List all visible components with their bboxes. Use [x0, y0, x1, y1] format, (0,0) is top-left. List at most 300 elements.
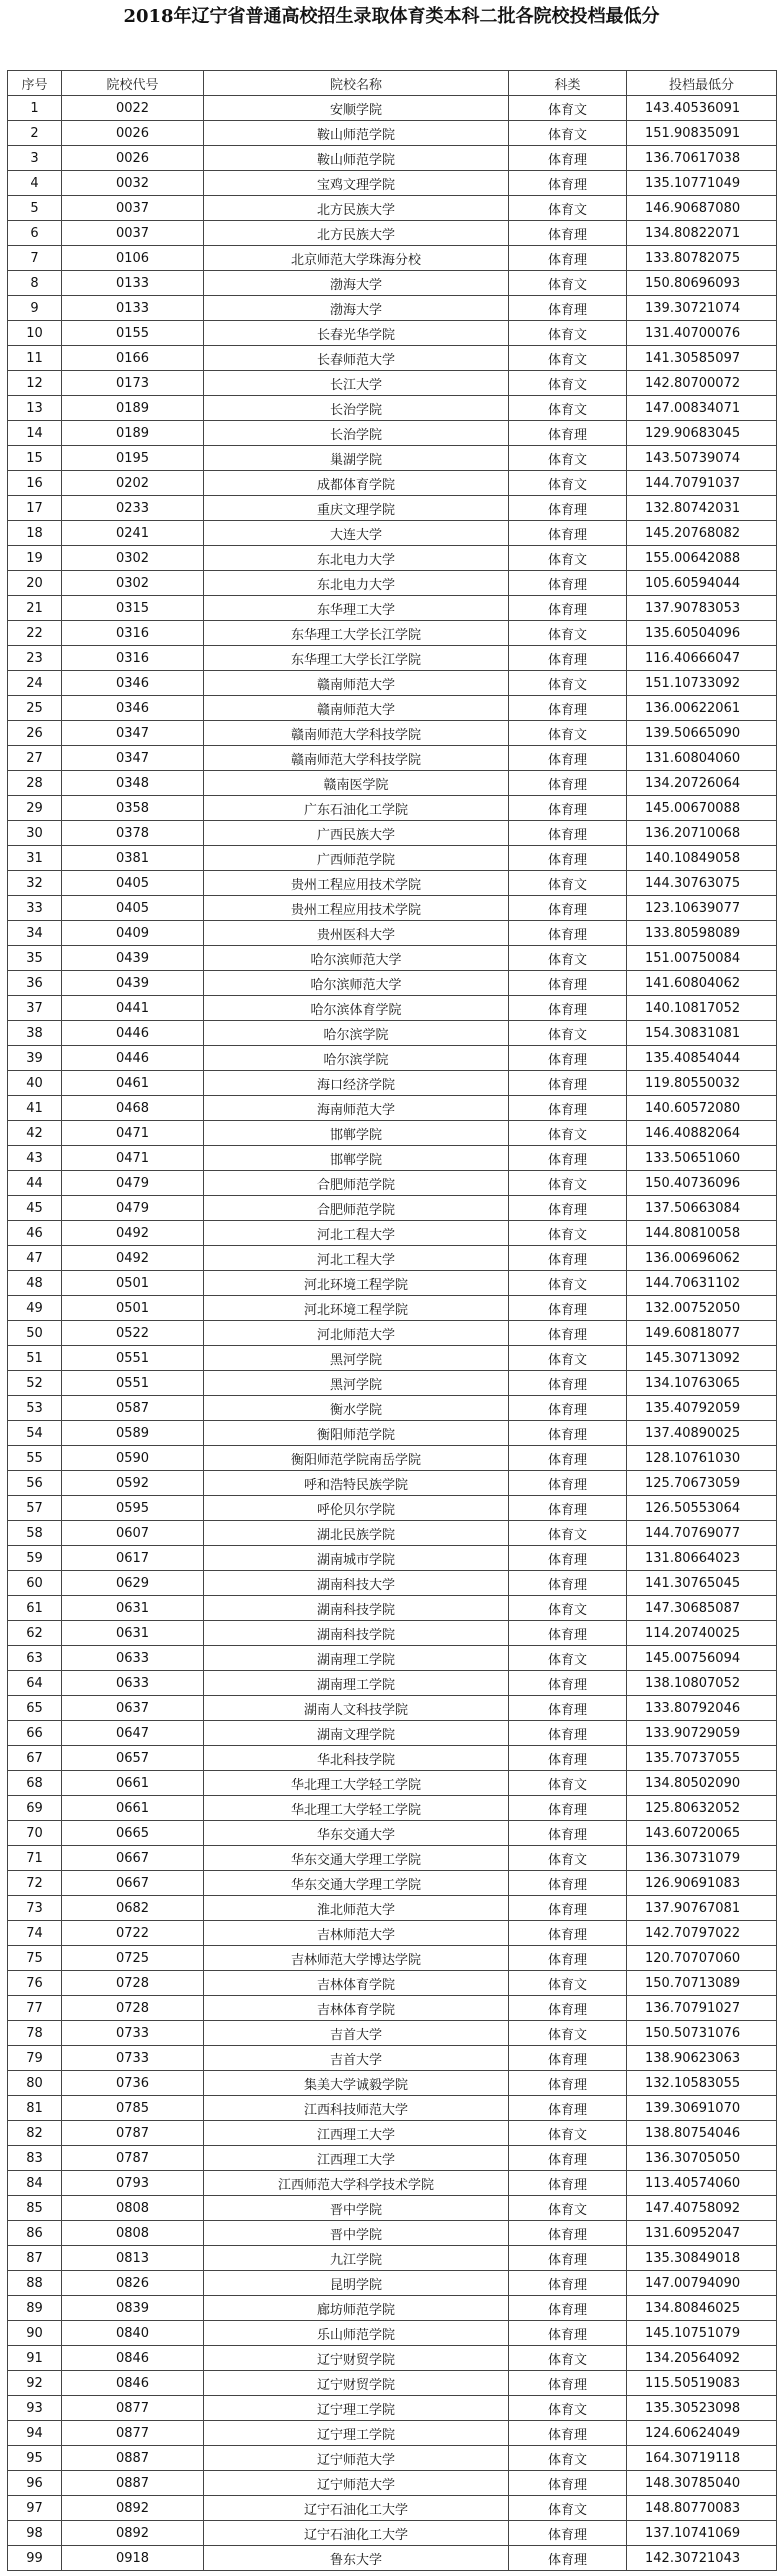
table-row — [8, 696, 777, 721]
subject-type: 体育文 — [509, 1596, 627, 1621]
min-score: 137.50663084 — [627, 1196, 777, 1221]
min-score: 133.80792046 — [627, 1696, 777, 1721]
min-score: 151.10733092 — [627, 671, 777, 696]
subject-type: 体育文 — [509, 621, 627, 646]
table-row — [8, 871, 777, 896]
school-code: 0381 — [62, 846, 204, 871]
school-name: 河北环境工程学院 — [204, 1271, 509, 1296]
school-code: 0647 — [62, 1721, 204, 1746]
school-code: 0133 — [62, 296, 204, 321]
subject-type: 体育理 — [509, 421, 627, 446]
subject-type: 体育文 — [509, 371, 627, 396]
subject-type: 体育理 — [509, 2271, 627, 2296]
school-code: 0189 — [62, 421, 204, 446]
row-no: 30 — [8, 821, 62, 846]
subject-type: 体育理 — [509, 1821, 627, 1846]
subject-type: 体育理 — [509, 1621, 627, 1646]
school-name: 广东石油化工学院 — [204, 796, 509, 821]
school-name: 辽宁石油化工大学 — [204, 2496, 509, 2521]
school-code: 0195 — [62, 446, 204, 471]
table-row — [8, 221, 777, 246]
table-row — [8, 1221, 777, 1246]
min-score: 150.50731076 — [627, 2021, 777, 2046]
school-name: 赣南师范大学 — [204, 696, 509, 721]
school-name: 辽宁师范大学 — [204, 2471, 509, 2496]
subject-type: 体育理 — [509, 1096, 627, 1121]
min-score: 148.80770083 — [627, 2496, 777, 2521]
row-no: 77 — [8, 1996, 62, 2021]
school-name: 鲁东大学 — [204, 2546, 509, 2571]
min-score: 115.50519083 — [627, 2371, 777, 2396]
school-code: 0728 — [62, 1996, 204, 2021]
school-code: 0346 — [62, 696, 204, 721]
min-score: 145.30713092 — [627, 1346, 777, 1371]
min-score: 114.20740025 — [627, 1621, 777, 1646]
school-name: 呼和浩特民族学院 — [204, 1471, 509, 1496]
school-code: 0617 — [62, 1546, 204, 1571]
table-row — [8, 1746, 777, 1771]
school-name: 长江大学 — [204, 371, 509, 396]
school-code: 0409 — [62, 921, 204, 946]
table-row — [8, 471, 777, 496]
subject-type: 体育理 — [509, 2546, 627, 2571]
school-name: 吉林师范大学博达学院 — [204, 1946, 509, 1971]
school-code: 0315 — [62, 596, 204, 621]
row-no: 1 — [8, 96, 62, 121]
school-code: 0358 — [62, 796, 204, 821]
school-name: 海南师范大学 — [204, 1096, 509, 1121]
table-row — [8, 1171, 777, 1196]
table-row — [8, 2321, 777, 2346]
subject-type: 体育理 — [509, 771, 627, 796]
min-score: 145.10751079 — [627, 2321, 777, 2346]
school-name: 辽宁财贸学院 — [204, 2346, 509, 2371]
subject-type: 体育理 — [509, 221, 627, 246]
table-row — [8, 1271, 777, 1296]
min-score: 138.90623063 — [627, 2046, 777, 2071]
school-name: 华北理工大学轻工学院 — [204, 1771, 509, 1796]
subject-type: 体育理 — [509, 1296, 627, 1321]
subject-type: 体育理 — [509, 571, 627, 596]
min-score: 151.90835091 — [627, 121, 777, 146]
table-row — [8, 1196, 777, 1221]
subject-type: 体育文 — [509, 396, 627, 421]
school-code: 0461 — [62, 1071, 204, 1096]
row-no: 38 — [8, 1021, 62, 1046]
table-row — [8, 2496, 777, 2521]
row-no: 54 — [8, 1421, 62, 1446]
row-no: 47 — [8, 1246, 62, 1271]
row-no: 48 — [8, 1271, 62, 1296]
row-no: 79 — [8, 2046, 62, 2071]
min-score: 129.90683045 — [627, 421, 777, 446]
school-code: 0733 — [62, 2021, 204, 2046]
table-row — [8, 571, 777, 596]
school-name: 东华理工大学 — [204, 596, 509, 621]
school-name: 赣南医学院 — [204, 771, 509, 796]
subject-type: 体育文 — [509, 1171, 627, 1196]
school-name: 东北电力大学 — [204, 571, 509, 596]
table-row — [8, 196, 777, 221]
table-row — [8, 271, 777, 296]
school-name: 东华理工大学长江学院 — [204, 621, 509, 646]
school-name: 黑河学院 — [204, 1346, 509, 1371]
subject-type: 体育理 — [509, 821, 627, 846]
min-score: 145.20768082 — [627, 521, 777, 546]
school-name: 晋中学院 — [204, 2221, 509, 2246]
subject-type: 体育理 — [509, 2521, 627, 2546]
school-name: 赣南师范大学科技学院 — [204, 746, 509, 771]
min-score: 143.40536091 — [627, 96, 777, 121]
table-row — [8, 2146, 777, 2171]
table-row — [8, 1396, 777, 1421]
table-row — [8, 1946, 777, 1971]
subject-type: 体育文 — [509, 2496, 627, 2521]
school-name: 巢湖学院 — [204, 446, 509, 471]
table-row — [8, 2096, 777, 2121]
table-row — [8, 246, 777, 271]
school-name: 北方民族大学 — [204, 196, 509, 221]
row-no: 50 — [8, 1321, 62, 1346]
row-no: 7 — [8, 246, 62, 271]
school-name: 呼伦贝尔学院 — [204, 1496, 509, 1521]
subject-type: 体育理 — [509, 2146, 627, 2171]
table-row — [8, 1346, 777, 1371]
row-no: 40 — [8, 1071, 62, 1096]
subject-type: 体育文 — [509, 2196, 627, 2221]
min-score: 126.90691083 — [627, 1871, 777, 1896]
school-code: 0736 — [62, 2071, 204, 2096]
row-no: 64 — [8, 1671, 62, 1696]
school-name: 华东交通大学理工学院 — [204, 1846, 509, 1871]
school-name: 湖南科技学院 — [204, 1621, 509, 1646]
school-code: 0501 — [62, 1296, 204, 1321]
row-no: 89 — [8, 2296, 62, 2321]
subject-type: 体育理 — [509, 2096, 627, 2121]
subject-type: 体育理 — [509, 1421, 627, 1446]
school-code: 0155 — [62, 321, 204, 346]
school-name: 湖南科技学院 — [204, 1596, 509, 1621]
table-row — [8, 1421, 777, 1446]
min-score: 150.70713089 — [627, 1971, 777, 1996]
min-score: 151.00750084 — [627, 946, 777, 971]
school-code: 0551 — [62, 1346, 204, 1371]
subject-type: 体育理 — [509, 2421, 627, 2446]
min-score: 143.60720065 — [627, 1821, 777, 1846]
header-score: 投档最低分 — [627, 71, 777, 96]
min-score: 131.80664023 — [627, 1546, 777, 1571]
row-no: 29 — [8, 796, 62, 821]
subject-type: 体育文 — [509, 1971, 627, 1996]
school-code: 0233 — [62, 496, 204, 521]
school-code: 0667 — [62, 1846, 204, 1871]
row-no: 82 — [8, 2121, 62, 2146]
min-score: 154.30831081 — [627, 1021, 777, 1046]
table-row — [8, 296, 777, 321]
subject-type: 体育理 — [509, 2046, 627, 2071]
subject-type: 体育理 — [509, 1696, 627, 1721]
school-code: 0551 — [62, 1371, 204, 1396]
row-no: 53 — [8, 1396, 62, 1421]
subject-type: 体育理 — [509, 1046, 627, 1071]
min-score: 135.40854044 — [627, 1046, 777, 1071]
row-no: 43 — [8, 1146, 62, 1171]
min-score: 132.80742031 — [627, 496, 777, 521]
school-name: 河北环境工程学院 — [204, 1296, 509, 1321]
table-row — [8, 1871, 777, 1896]
school-name: 成都体育学院 — [204, 471, 509, 496]
school-name: 渤海大学 — [204, 296, 509, 321]
school-code: 0439 — [62, 971, 204, 996]
school-code: 0607 — [62, 1521, 204, 1546]
subject-type: 体育理 — [509, 2471, 627, 2496]
row-no: 73 — [8, 1896, 62, 1921]
school-code: 0592 — [62, 1471, 204, 1496]
school-name: 贵州工程应用技术学院 — [204, 896, 509, 921]
school-name: 湖南城市学院 — [204, 1546, 509, 1571]
school-name: 安顺学院 — [204, 96, 509, 121]
row-no: 70 — [8, 1821, 62, 1846]
subject-type: 体育理 — [509, 296, 627, 321]
subject-type: 体育文 — [509, 96, 627, 121]
table-row — [8, 1696, 777, 1721]
table-row — [8, 2371, 777, 2396]
row-no: 65 — [8, 1696, 62, 1721]
subject-type: 体育文 — [509, 196, 627, 221]
school-code: 0631 — [62, 1596, 204, 1621]
school-name: 吉林体育学院 — [204, 1996, 509, 2021]
row-no: 39 — [8, 1046, 62, 1071]
table-row — [8, 2046, 777, 2071]
school-name: 江西师范大学科学技术学院 — [204, 2171, 509, 2196]
min-score: 120.70707060 — [627, 1946, 777, 1971]
min-score: 132.10583055 — [627, 2071, 777, 2096]
table-row — [8, 396, 777, 421]
school-name: 北方民族大学 — [204, 221, 509, 246]
school-code: 0877 — [62, 2421, 204, 2446]
table-row — [8, 646, 777, 671]
row-no: 85 — [8, 2196, 62, 2221]
min-score: 141.60804062 — [627, 971, 777, 996]
min-score: 125.70673059 — [627, 1471, 777, 1496]
row-no: 2 — [8, 121, 62, 146]
table-row — [8, 2346, 777, 2371]
table-row — [8, 121, 777, 146]
subject-type: 体育理 — [509, 1371, 627, 1396]
subject-type: 体育理 — [509, 1071, 627, 1096]
school-code: 0808 — [62, 2221, 204, 2246]
school-code: 0346 — [62, 671, 204, 696]
table-row — [8, 2246, 777, 2271]
row-no: 41 — [8, 1096, 62, 1121]
min-score: 139.50665090 — [627, 721, 777, 746]
school-name: 河北工程大学 — [204, 1221, 509, 1246]
min-score: 136.00696062 — [627, 1246, 777, 1271]
row-no: 76 — [8, 1971, 62, 1996]
row-no: 61 — [8, 1596, 62, 1621]
min-score: 135.40792059 — [627, 1396, 777, 1421]
table-row — [8, 796, 777, 821]
table-row — [8, 621, 777, 646]
row-no: 72 — [8, 1871, 62, 1896]
school-name: 集美大学诚毅学院 — [204, 2071, 509, 2096]
subject-type: 体育文 — [509, 1646, 627, 1671]
row-no: 46 — [8, 1221, 62, 1246]
school-code: 0846 — [62, 2346, 204, 2371]
school-name: 辽宁理工学院 — [204, 2421, 509, 2446]
school-name: 湖南理工学院 — [204, 1646, 509, 1671]
row-no: 56 — [8, 1471, 62, 1496]
school-code: 0446 — [62, 1046, 204, 1071]
table-row — [8, 2071, 777, 2096]
school-name: 华东交通大学理工学院 — [204, 1871, 509, 1896]
row-no: 4 — [8, 171, 62, 196]
table-row — [8, 596, 777, 621]
school-code: 0877 — [62, 2396, 204, 2421]
table-row — [8, 1296, 777, 1321]
school-name: 哈尔滨体育学院 — [204, 996, 509, 1021]
school-code: 0633 — [62, 1671, 204, 1696]
school-code: 0839 — [62, 2296, 204, 2321]
school-name: 重庆文理学院 — [204, 496, 509, 521]
table-header-row — [8, 71, 777, 96]
school-code: 0037 — [62, 196, 204, 221]
school-name: 辽宁理工学院 — [204, 2396, 509, 2421]
min-score: 136.00622061 — [627, 696, 777, 721]
row-no: 17 — [8, 496, 62, 521]
subject-type: 体育理 — [509, 146, 627, 171]
min-score: 139.30691070 — [627, 2096, 777, 2121]
min-score: 147.00794090 — [627, 2271, 777, 2296]
table-row — [8, 746, 777, 771]
min-score: 137.90767081 — [627, 1896, 777, 1921]
subject-type: 体育理 — [509, 971, 627, 996]
min-score: 125.80632052 — [627, 1796, 777, 1821]
school-code: 0522 — [62, 1321, 204, 1346]
school-name: 长春师范大学 — [204, 346, 509, 371]
row-no: 96 — [8, 2471, 62, 2496]
table-row — [8, 1921, 777, 1946]
subject-type: 体育理 — [509, 1396, 627, 1421]
min-score: 141.30585097 — [627, 346, 777, 371]
min-score: 144.70791037 — [627, 471, 777, 496]
row-no: 21 — [8, 596, 62, 621]
school-name: 廊坊师范学院 — [204, 2296, 509, 2321]
school-code: 0667 — [62, 1871, 204, 1896]
table-row — [8, 1446, 777, 1471]
table-row — [8, 2546, 777, 2571]
school-code: 0631 — [62, 1621, 204, 1646]
school-name: 衡水学院 — [204, 1396, 509, 1421]
min-score: 131.60804060 — [627, 746, 777, 771]
row-no: 87 — [8, 2246, 62, 2271]
table-row — [8, 346, 777, 371]
school-code: 0316 — [62, 621, 204, 646]
table-row — [8, 896, 777, 921]
school-code: 0808 — [62, 2196, 204, 2221]
table-row — [8, 2521, 777, 2546]
school-name: 渤海大学 — [204, 271, 509, 296]
table-row — [8, 771, 777, 796]
school-name: 邯郸学院 — [204, 1121, 509, 1146]
row-no: 71 — [8, 1846, 62, 1871]
min-score: 105.60594044 — [627, 571, 777, 596]
subject-type: 体育理 — [509, 846, 627, 871]
school-code: 0846 — [62, 2371, 204, 2396]
school-name: 河北师范大学 — [204, 1321, 509, 1346]
school-name: 衡阳师范学院 — [204, 1421, 509, 1446]
school-name: 鞍山师范学院 — [204, 146, 509, 171]
min-score: 134.80502090 — [627, 1771, 777, 1796]
school-name: 哈尔滨学院 — [204, 1021, 509, 1046]
school-name: 北京师范大学珠海分校 — [204, 246, 509, 271]
subject-type: 体育文 — [509, 2021, 627, 2046]
table-row — [8, 2396, 777, 2421]
school-name: 昆明学院 — [204, 2271, 509, 2296]
school-name: 湖南科技大学 — [204, 1571, 509, 1596]
table-row — [8, 946, 777, 971]
table-row — [8, 2221, 777, 2246]
school-code: 0682 — [62, 1896, 204, 1921]
school-code: 0302 — [62, 571, 204, 596]
table-row — [8, 2446, 777, 2471]
min-score: 137.40890025 — [627, 1421, 777, 1446]
min-score: 136.70617038 — [627, 146, 777, 171]
subject-type: 体育文 — [509, 1221, 627, 1246]
row-no: 98 — [8, 2521, 62, 2546]
min-score: 134.80822071 — [627, 221, 777, 246]
min-score: 140.10849058 — [627, 846, 777, 871]
min-score: 135.30523098 — [627, 2396, 777, 2421]
subject-type: 体育理 — [509, 2371, 627, 2396]
school-name: 东华理工大学长江学院 — [204, 646, 509, 671]
table-row — [8, 1521, 777, 1546]
school-code: 0892 — [62, 2496, 204, 2521]
min-score: 137.90783053 — [627, 596, 777, 621]
subject-type: 体育文 — [509, 321, 627, 346]
table-row — [8, 1021, 777, 1046]
school-code: 0037 — [62, 221, 204, 246]
school-code: 0468 — [62, 1096, 204, 1121]
min-score: 144.70631102 — [627, 1271, 777, 1296]
school-code: 0587 — [62, 1396, 204, 1421]
table-row — [8, 1721, 777, 1746]
subject-type: 体育理 — [509, 696, 627, 721]
row-no: 78 — [8, 2021, 62, 2046]
row-no: 16 — [8, 471, 62, 496]
min-score: 146.40882064 — [627, 1121, 777, 1146]
row-no: 52 — [8, 1371, 62, 1396]
row-no: 60 — [8, 1571, 62, 1596]
min-score: 131.60952047 — [627, 2221, 777, 2246]
row-no: 95 — [8, 2446, 62, 2471]
school-code: 0661 — [62, 1796, 204, 1821]
row-no: 35 — [8, 946, 62, 971]
min-score: 143.50739074 — [627, 446, 777, 471]
subject-type: 体育文 — [509, 2446, 627, 2471]
school-code: 0918 — [62, 2546, 204, 2571]
school-code: 0378 — [62, 821, 204, 846]
table-row — [8, 1096, 777, 1121]
table-row — [8, 1071, 777, 1096]
table-row — [8, 321, 777, 346]
min-score: 138.80754046 — [627, 2121, 777, 2146]
table-row — [8, 1496, 777, 1521]
school-code: 0840 — [62, 2321, 204, 2346]
school-code: 0887 — [62, 2471, 204, 2496]
school-name: 长春光华学院 — [204, 321, 509, 346]
row-no: 32 — [8, 871, 62, 896]
